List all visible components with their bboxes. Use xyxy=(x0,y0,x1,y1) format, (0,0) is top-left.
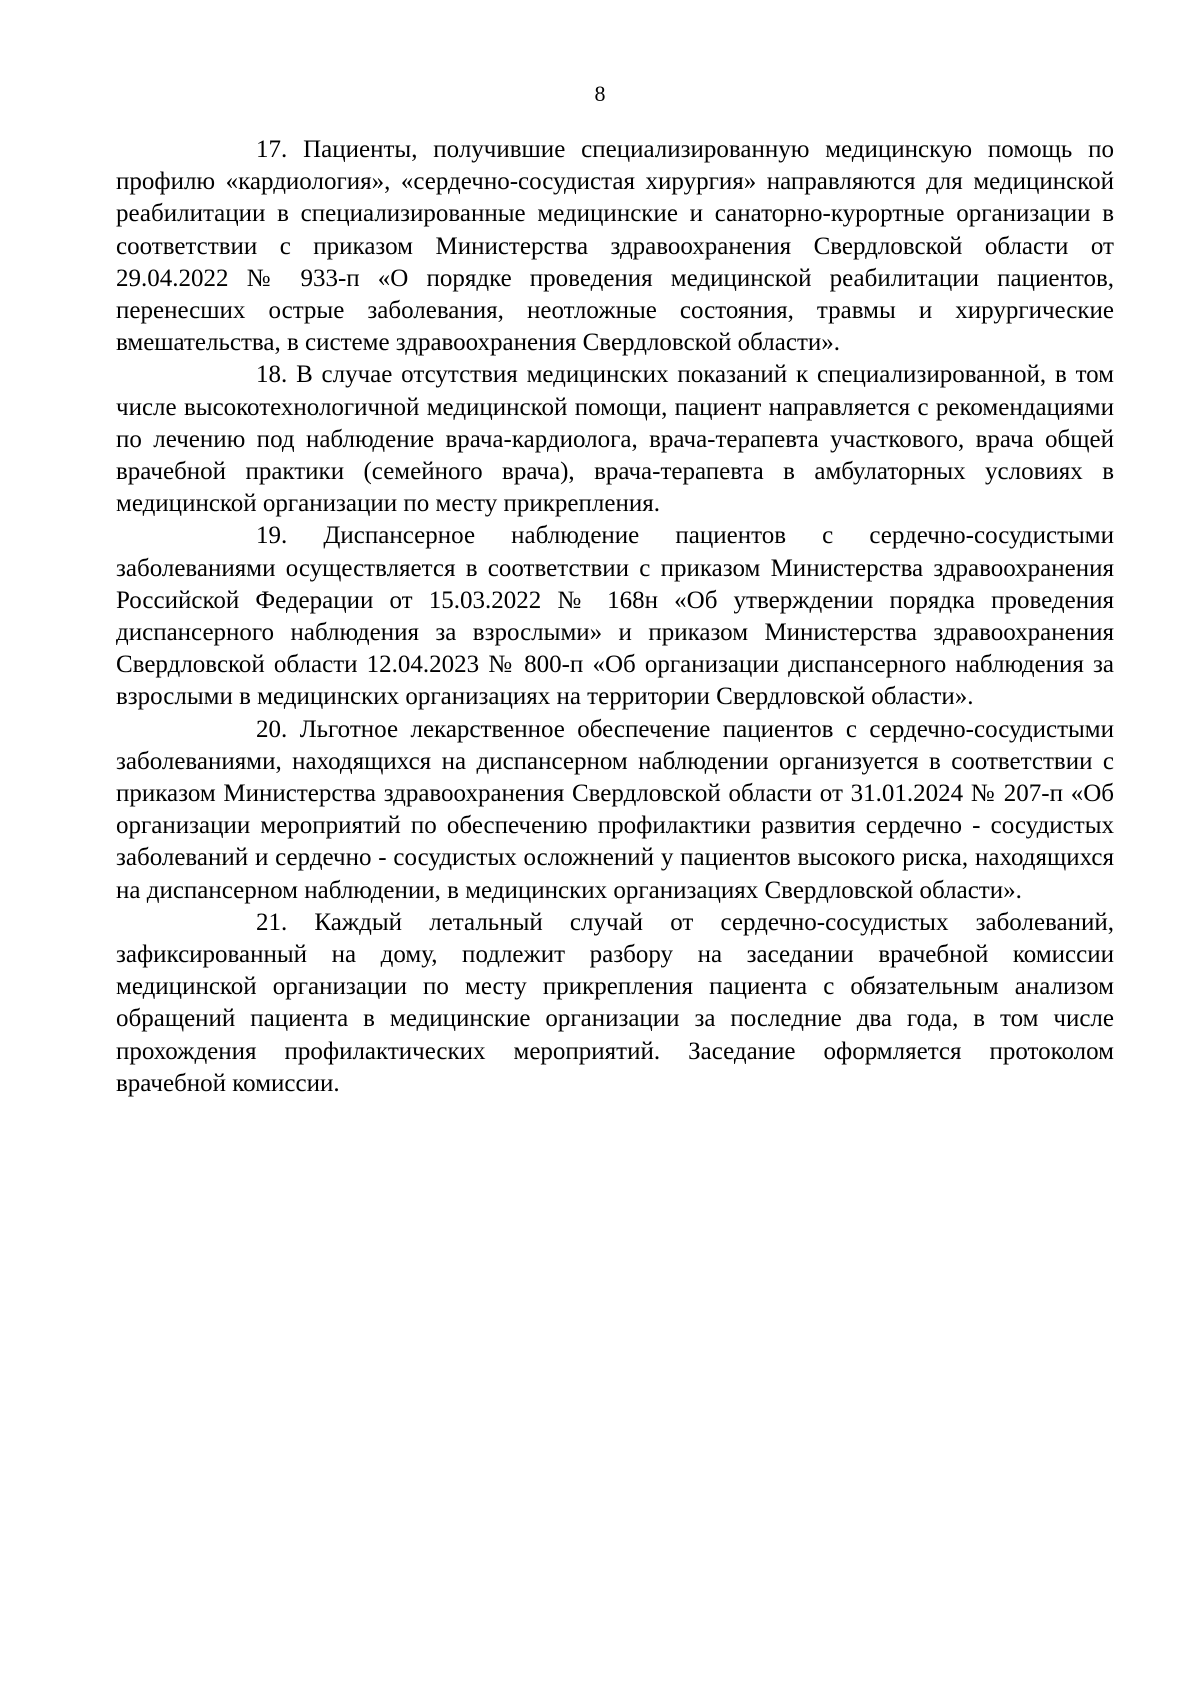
paragraph-number: 18. xyxy=(256,361,288,389)
paragraph-text: Каждый летальный случай от сердечно-сосудистых заболеваний, зафиксированный на дому, подлежит разбору на заседании врачебной комиссии медицинской организации по месту прикрепления пациента с обязательным анализом обращений пациента в медицинские организации за последние два года, в том числе прохождения профилактических мероприятий. Заседание оформляется протоколом врачебной комиссии. xyxy=(116,908,1115,1097)
paragraph-text: Льготное лекарственное обеспечение пациентов с сердечно-сосудистыми заболеваниями, находящихся на диспансерном наблюдении организуется в соответствии с приказом Министерства здравоохранения Свердловской области от 31.01.2024 № 207-п «Об организации мероприятий по обеспечению профилактики развития сердечно - сосудистых заболеваний и сердечно - сосудистых осложнений у пациентов высокого риска, находящихся на диспансерном наблюдении, в медицинских организациях Свердловской области». xyxy=(116,715,1115,904)
paragraph-18 xyxy=(116,359,1114,520)
paragraph-number: 21. xyxy=(256,908,288,936)
paragraph-text: В случае отсутствия медицинских показаний к специализированной, в том числе высокотехнологичной медицинской помощи, пациент направляется с рекомендациями по лечению под наблюдение врача-кардиолога, врача-терапевта участкового, врача общей врачебной практики (семейного врача), врача-терапевта в амбулаторных условиях в медицинской организации по месту прикрепления. xyxy=(116,361,1115,518)
document-body xyxy=(116,134,1114,1100)
paragraph-text: Диспансерное наблюдение пациентов с сердечно-сосудистыми заболеваниями осуществляется в соответствии с приказом Министерства здравоохранения Российской Федерации от 15.03.2022 № 168н «Об утверждении порядка проведения диспансерного наблюдения за взрослыми» и приказом Министерства здравоохранения Свердловской области 12.04.2023 № 800-п «Об организации диспансерного наблюдения за взрослыми в медицинских организациях на территории Свердловской области». xyxy=(116,522,1115,711)
paragraph-number: 20. xyxy=(256,715,288,743)
paragraph-text: Пациенты, получившие специализированную медицинскую помощь по профилю «кардиология», «сердечно-сосудистая хирургия» направляются для медицинской реабилитации в специализированные медицинские и санаторно-курортные организации в соответствии с приказом Министерства здравоохранения Свердловской области от 29.04.2022 № 933-п «О порядке проведения медицинской реабилитации пациентов, перенесших острые заболевания, неотложные состояния, травмы и хирургические вмешательства, в системе здравоохранения Свердловской области». xyxy=(116,136,1115,357)
paragraph-number: 17. xyxy=(256,136,288,163)
paragraph-21 xyxy=(116,907,1114,1100)
paragraph-19 xyxy=(116,520,1114,713)
paragraph-20 xyxy=(116,714,1114,907)
paragraph-17 xyxy=(116,134,1114,359)
page-number: 8 xyxy=(594,81,606,106)
paragraph-number: 19. xyxy=(256,522,288,550)
